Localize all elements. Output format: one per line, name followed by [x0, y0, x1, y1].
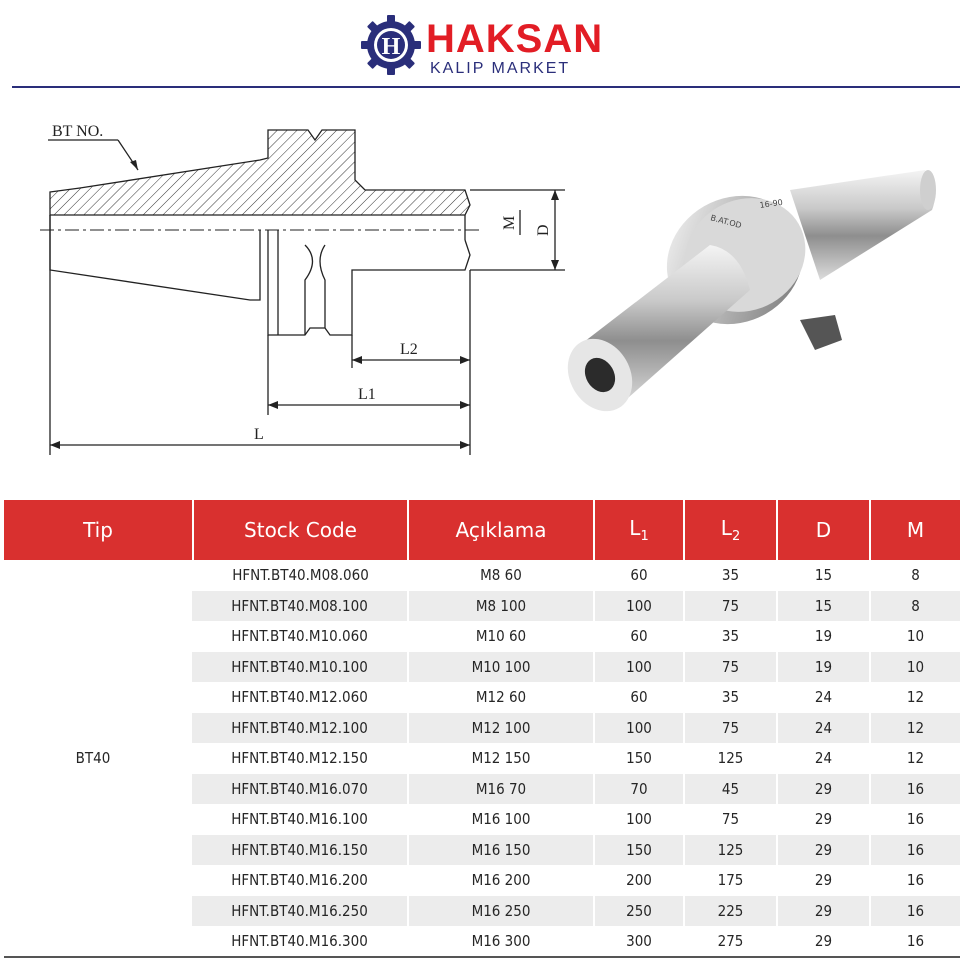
cell-d: 24: [776, 713, 869, 744]
col-header-d: D: [776, 500, 869, 560]
cell-l1: 100: [593, 652, 683, 683]
label-m: M: [501, 215, 518, 230]
brand-logo: [360, 12, 604, 78]
cell-l2: 225: [683, 896, 776, 927]
tip-cell: BT40: [4, 560, 192, 957]
cell-stock-code: HFNT.BT40.M16.070: [192, 774, 407, 805]
cell-d: 29: [776, 865, 869, 896]
table-header-row: [4, 500, 960, 560]
cell-d: 15: [776, 591, 869, 622]
cell-stock-code: HFNT.BT40.M16.100: [192, 804, 407, 835]
cell-aciklama: M16 70: [407, 774, 593, 805]
cell-aciklama: M12 150: [407, 743, 593, 774]
col-header-l1: $L_1$: [593, 500, 683, 560]
cell-l2: 35: [683, 560, 776, 591]
cell-l2: 125: [683, 835, 776, 866]
cell-l2: 175: [683, 865, 776, 896]
cell-l2: 125: [683, 743, 776, 774]
photo-engraving-1: 16-90: [759, 197, 784, 210]
cell-d: 24: [776, 743, 869, 774]
cell-l2: 75: [683, 804, 776, 835]
cell-l2: 35: [683, 682, 776, 713]
cell-aciklama: M16 200: [407, 865, 593, 896]
cell-d: 15: [776, 560, 869, 591]
cell-l1: 60: [593, 621, 683, 652]
cell-m: 8: [869, 560, 960, 591]
cell-stock-code: HFNT.BT40.M08.100: [192, 591, 407, 622]
cell-stock-code: HFNT.BT40.M16.150: [192, 835, 407, 866]
cell-aciklama: M8 60: [407, 560, 593, 591]
cell-m: 16: [869, 804, 960, 835]
cell-aciklama: M16 250: [407, 896, 593, 927]
cell-stock-code: HFNT.BT40.M10.100: [192, 652, 407, 683]
table-bottom-rule: [4, 956, 960, 958]
col-header-stock-code: Stock Code: [192, 500, 407, 560]
label-d: D: [535, 224, 552, 236]
cell-m: 10: [869, 652, 960, 683]
cell-l1: 100: [593, 713, 683, 744]
col-header-m: M: [869, 500, 960, 560]
cell-m: 12: [869, 743, 960, 774]
cell-l2: 75: [683, 591, 776, 622]
cell-l1: 250: [593, 896, 683, 927]
cell-l1: 300: [593, 926, 683, 957]
cell-l1: 150: [593, 743, 683, 774]
cell-m: 16: [869, 774, 960, 805]
cell-d: 19: [776, 652, 869, 683]
cell-aciklama: M12 60: [407, 682, 593, 713]
header-divider: [12, 86, 960, 88]
cell-aciklama: M16 100: [407, 804, 593, 835]
cell-stock-code: HFNT.BT40.M08.060: [192, 560, 407, 591]
cell-l1: 150: [593, 835, 683, 866]
col-header-tip: Tip: [4, 500, 192, 560]
brand-name: HAKSAN: [426, 17, 604, 61]
cell-l2: 275: [683, 926, 776, 957]
brand-subtitle: KALIP MARKET: [430, 60, 571, 77]
cell-l1: 70: [593, 774, 683, 805]
cell-m: 16: [869, 835, 960, 866]
gear-logo-icon: [360, 14, 422, 76]
cell-d: 29: [776, 896, 869, 927]
cell-l2: 35: [683, 621, 776, 652]
cell-m: 16: [869, 865, 960, 896]
cell-stock-code: HFNT.BT40.M16.300: [192, 926, 407, 957]
cell-m: 10: [869, 621, 960, 652]
label-bt-no: BT NO.: [52, 123, 104, 140]
cell-aciklama: M12 100: [407, 713, 593, 744]
cell-aciklama: M10 100: [407, 652, 593, 683]
cell-m: 8: [869, 591, 960, 622]
spec-table: [4, 500, 960, 957]
cell-stock-code: HFNT.BT40.M12.100: [192, 713, 407, 744]
cell-m: 12: [869, 682, 960, 713]
table-row: [4, 560, 960, 591]
cell-m: 16: [869, 896, 960, 927]
cell-l1: 60: [593, 560, 683, 591]
cell-d: 19: [776, 621, 869, 652]
cell-stock-code: HFNT.BT40.M12.060: [192, 682, 407, 713]
cell-aciklama: M16 300: [407, 926, 593, 957]
col-header-aciklama: Açıklama: [407, 500, 593, 560]
label-l2: L2: [400, 341, 418, 358]
cell-d: 29: [776, 774, 869, 805]
cell-l1: 100: [593, 591, 683, 622]
label-l: L: [254, 426, 264, 443]
cell-aciklama: M10 60: [407, 621, 593, 652]
col-header-l2: $L_2$: [683, 500, 776, 560]
cell-stock-code: HFNT.BT40.M16.200: [192, 865, 407, 896]
cell-stock-code: HFNT.BT40.M10.060: [192, 621, 407, 652]
cell-aciklama: M8 100: [407, 591, 593, 622]
cell-stock-code: HFNT.BT40.M12.150: [192, 743, 407, 774]
photo-engraving-2: B.AT.OD: [709, 213, 743, 231]
cell-m: 12: [869, 713, 960, 744]
cell-d: 29: [776, 804, 869, 835]
technical-drawing: [20, 110, 580, 470]
label-l1: L1: [358, 386, 376, 403]
logo-letter: H: [381, 34, 401, 60]
cell-aciklama: M16 150: [407, 835, 593, 866]
tool-holder-photo: [560, 150, 955, 440]
cell-l2: 75: [683, 713, 776, 744]
cell-stock-code: HFNT.BT40.M16.250: [192, 896, 407, 927]
cell-l1: 60: [593, 682, 683, 713]
cell-d: 24: [776, 682, 869, 713]
cell-l1: 200: [593, 865, 683, 896]
cell-m: 16: [869, 926, 960, 957]
cell-l2: 75: [683, 652, 776, 683]
cell-d: 29: [776, 835, 869, 866]
cell-l2: 45: [683, 774, 776, 805]
cell-l1: 100: [593, 804, 683, 835]
cell-d: 29: [776, 926, 869, 957]
